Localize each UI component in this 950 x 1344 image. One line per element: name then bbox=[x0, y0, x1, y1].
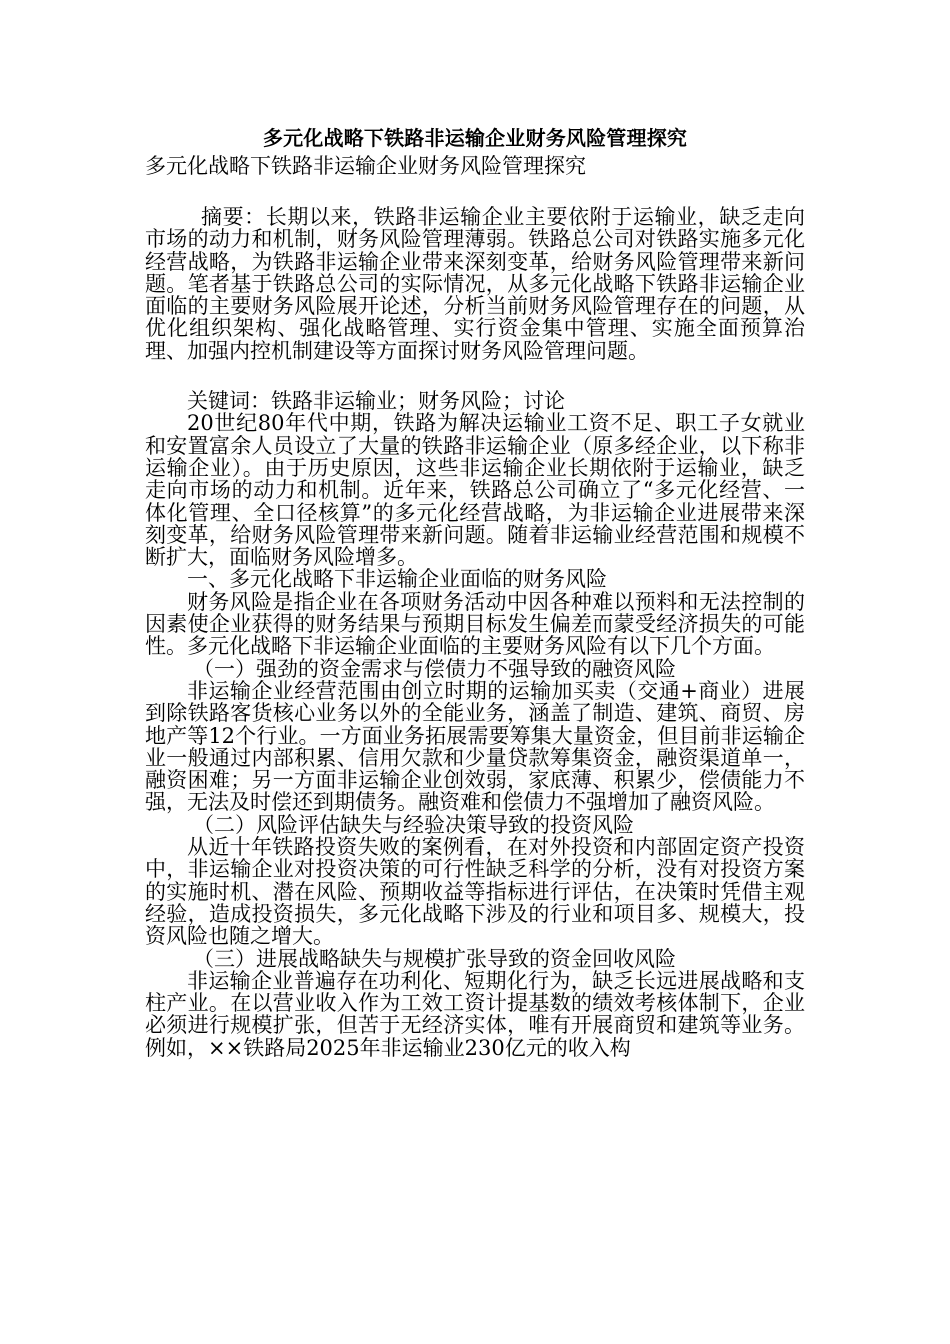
subsection-paragraph-1: 非运输企业经营范围由创立时期的运输加买卖（交通+商业）进展到除铁路客货核心业务以外的全能业务，涵盖了制造、建筑、商贸、房地产等12个行业。一方面业务拓展需要筹集大量资金，但目前非运输企业一般通过内部积累、信用欠款和少量贷款筹集资金，融资渠道单一，融资困难；另一方面非运输企业创效弱，家底薄、积累少，偿债能力不强，无法及时偿还到期债务。融资难和偿债力不强增加了融资风险。 bbox=[145, 678, 805, 815]
subsection-heading-3: （三）进展战略缺失与规模扩张导致的资金回收风险 bbox=[193, 946, 676, 971]
subsection-paragraph-2: 从近十年铁路投资失败的案例看，在对外投资和内部固定资产投资中，非运输企业对投资决策的可行性缺乏科学的分析，没有对投资方案的实施时机、潜在风险、预期收益等指标进行评估，在决策时凭借主观经验，造成投资损失，多元化战略下涉及的行业和项目多、规模大，投资风险也随之增大。 bbox=[145, 835, 805, 949]
subsection-heading-2: （二）风险评估缺失与经验决策导致的投资风险 bbox=[193, 812, 634, 837]
intro-paragraph: 20世纪80年代中期，铁路为解决运输业工资不足、职工子女就业和安置富余人员设立了大量的铁路非运输企业（原多经企业，以下称非运输企业）。由于历史原因，这些非运输企业长期依附于运输业，缺乏走向市场的动力和机制。近年来，铁路总公司确立了“多元化经营、一体化管理、全口径核算”的多元化经营战略，为非运输企业进展带来深刻变革，给财务风险管理带来新问题。随着非运输业经营范围和规模不断扩大，面临财务风险增多。 bbox=[145, 411, 805, 570]
section-heading-1: 一、多元化战略下非运输企业面临的财务风险 bbox=[187, 567, 607, 592]
abstract-paragraph: 摘要：长期以来，铁路非运输企业主要依附于运输业，缺乏走向市场的动力和机制，财务风险管理薄弱。铁路总公司对铁路实施多元化经营战略，为铁路非运输企业带来深刻变革，给财务风险管理带来新问题。笔者基于铁路总公司的实际情况，从多元化战略下铁路非运输企业面临的主要财务风险展开论述，分析当前财务风险管理存在的问题，从优化组织架构、强化战略管理、实行资金集中管理、实施全面预算治理、加强内控机制建设等方面探讨财务风险管理问题。 bbox=[145, 205, 805, 363]
subsection-heading-1: （一）强劲的资金需求与偿债力不强导致的融资风险 bbox=[193, 656, 676, 681]
subsection-paragraph-3: 非运输企业普遍存在功利化、短期化行为，缺乏长远进展战略和支柱产业。在以营业收入作为工效工资计提基数的绩效考核体制下，企业必须进行规模扩张，但苦于无经济实体，唯有开展商贸和建筑等业务。例如，××铁路局2025年非运输业230亿元的收入构 bbox=[145, 968, 805, 1060]
document-subtitle: 多元化战略下铁路非运输企业财务风险管理探究 bbox=[145, 154, 586, 178]
document-title: 多元化战略下铁路非运输企业财务风险管理探究 bbox=[262, 126, 688, 150]
keywords-line: 关键词：铁路非运输业；财务风险；讨论 bbox=[187, 389, 565, 414]
section-paragraph-1: 财务风险是指企业在各项财务活动中因各种难以预料和无法控制的因素使企业获得的财务结果与预期目标发生偏差而蒙受经济损失的可能性。多元化战略下非运输企业面临的主要财务风险有以下几个方面。 bbox=[145, 589, 805, 659]
document-body bbox=[145, 124, 805, 1059]
